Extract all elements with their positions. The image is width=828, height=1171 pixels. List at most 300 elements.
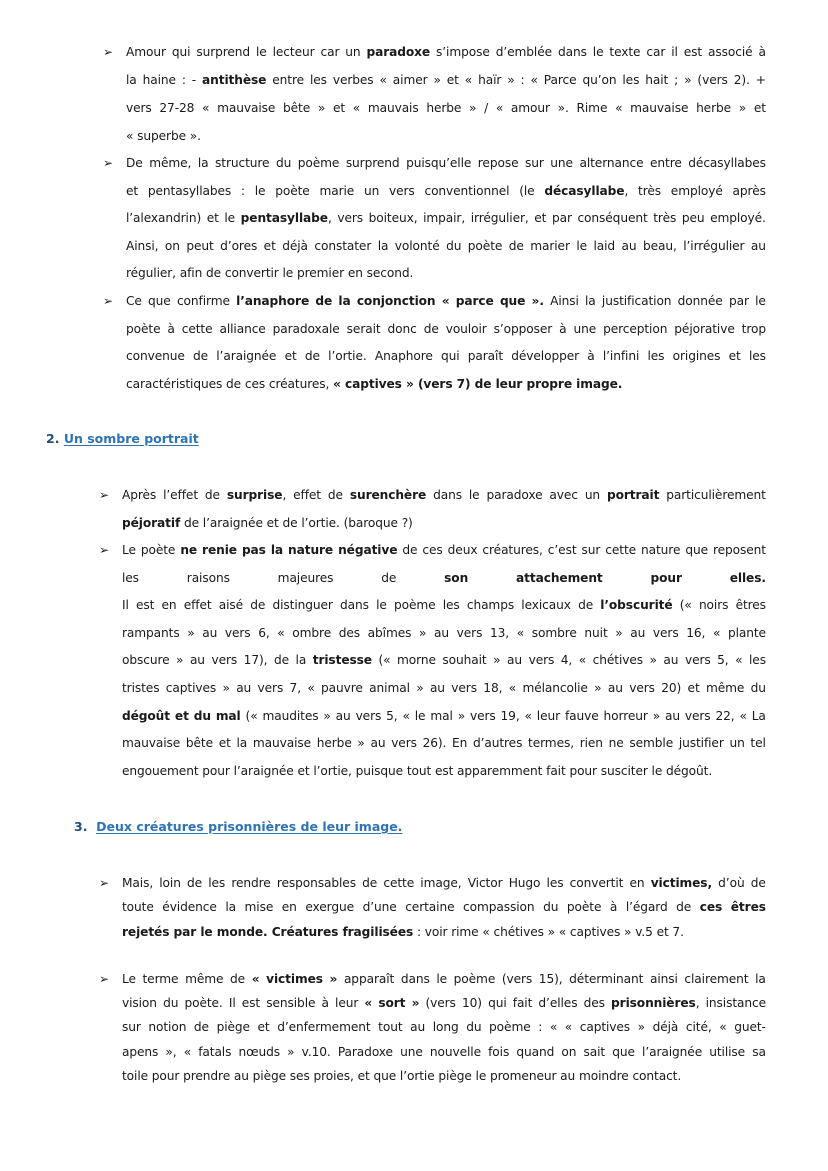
word: de: [204, 488, 220, 502]
word: négative: [338, 543, 398, 557]
text-line: « superbe ».: [126, 129, 201, 143]
word: («: [679, 598, 692, 613]
word: »: [684, 73, 692, 87]
word: de: [508, 238, 524, 253]
word: poète: [126, 321, 161, 336]
word: victimes: [266, 972, 323, 986]
word: noirs: [698, 598, 729, 613]
word: que: [499, 294, 526, 308]
word: après: [732, 183, 766, 198]
word: mauvais: [367, 101, 419, 115]
word: très: [653, 211, 677, 225]
word: et: [284, 349, 297, 364]
word: est: [241, 996, 261, 1011]
word: «: [307, 681, 315, 695]
text-line: [126, 292, 766, 310]
word: horreur: [603, 708, 648, 723]
word: nuit: [584, 625, 608, 640]
word: »: [323, 708, 331, 723]
word: péjorative: [674, 321, 735, 336]
word: à: [609, 900, 618, 915]
word: dégoût: [122, 708, 170, 723]
word: l’obscurité: [600, 598, 673, 613]
word: la: [236, 736, 248, 751]
word: cette: [181, 321, 213, 336]
word: d’où: [718, 876, 745, 890]
word: 7,: [289, 681, 301, 695]
word: mal: [430, 708, 453, 723]
word: ainsi: [649, 972, 678, 986]
word: sort: [378, 996, 406, 1011]
word: piège: [216, 1020, 250, 1035]
word: ».: [531, 294, 544, 308]
word: les: [442, 598, 460, 613]
word: donc: [387, 321, 417, 336]
word: »: [493, 653, 501, 668]
word: »: [287, 1044, 295, 1059]
word: origines: [672, 349, 721, 364]
word: d’autres: [472, 736, 523, 751]
word: une: [573, 321, 597, 336]
word: poème: [489, 1020, 531, 1035]
section2-heading: [46, 430, 199, 448]
word: attachement: [516, 570, 603, 585]
word: qui: [488, 996, 507, 1011]
word: pentasyllabes: [147, 183, 232, 198]
word: la: [377, 238, 389, 253]
word: 5,: [717, 653, 729, 668]
word: est: [135, 598, 155, 613]
word: morne: [397, 653, 436, 668]
word: ces: [422, 543, 443, 557]
word: poète: [566, 900, 602, 915]
word: :: [181, 73, 186, 87]
word: paraît: [467, 349, 504, 364]
word: vers: [684, 708, 711, 723]
word: laid: [593, 238, 616, 253]
word: quand: [516, 1044, 555, 1059]
word: pauvre: [321, 681, 363, 695]
word: le: [468, 488, 480, 502]
word: -: [191, 73, 197, 87]
word: «: [202, 101, 210, 115]
text-line: [122, 541, 766, 559]
word: animal: [369, 681, 410, 695]
word: puisqu’elle: [406, 156, 472, 170]
word: du: [750, 681, 766, 695]
word: mise: [244, 900, 274, 915]
word: »: [411, 996, 420, 1011]
word: du: [193, 708, 211, 723]
word: perception: [603, 321, 668, 336]
word: mélancolie: [522, 681, 588, 695]
word: justification: [601, 294, 672, 308]
word: (le: [519, 183, 535, 198]
word: terme: [142, 972, 179, 986]
word: mauvaise: [122, 736, 181, 751]
word: son: [444, 570, 469, 585]
word: et: [263, 238, 276, 253]
word: parce: [455, 294, 494, 308]
word: le: [224, 211, 236, 225]
word: rien: [579, 736, 603, 751]
word: les: [546, 876, 564, 890]
section3-title: Deux créatures prisonnières de leur image.: [96, 819, 403, 834]
word: conjonction: [356, 294, 436, 308]
word: »: [507, 73, 515, 87]
word: Le: [122, 543, 136, 557]
text-line: [126, 347, 766, 365]
word: 16,: [686, 625, 706, 640]
word: la: [755, 972, 766, 986]
word: d’une: [362, 900, 397, 915]
word: d’elles: [538, 996, 578, 1011]
word: s’opposer: [493, 321, 553, 336]
word: le: [755, 294, 766, 308]
word: les: [208, 876, 226, 890]
word: au: [607, 681, 623, 695]
word: surprise,: [226, 488, 287, 502]
text-line: [126, 99, 766, 117]
word: l’effet: [163, 488, 198, 502]
word: mauvaise: [252, 736, 312, 751]
word: sensible: [266, 996, 316, 1011]
word: avec: [549, 488, 578, 502]
word: «: [719, 1020, 727, 1035]
word: cette: [383, 876, 415, 890]
word: et: [218, 736, 231, 751]
word: est: [683, 45, 703, 59]
word: constater: [314, 238, 372, 253]
word: l’infini: [602, 349, 640, 364]
word: certaine: [405, 900, 455, 915]
arrowhead-bullet-icon: ➢: [103, 45, 114, 59]
word: justifier: [678, 736, 724, 751]
word: vers: [684, 653, 711, 668]
word: rendre: [231, 876, 271, 890]
word: par: [551, 211, 572, 225]
word: »: [637, 1020, 646, 1035]
word: au: [664, 708, 680, 723]
word: Anaphore: [374, 349, 433, 364]
word: un: [584, 488, 601, 502]
word: abîmes: [367, 625, 412, 640]
word: des: [338, 625, 361, 640]
text-line: [122, 707, 766, 725]
word: déjà: [652, 1020, 679, 1035]
text-line: [126, 182, 766, 200]
word: en: [281, 900, 297, 915]
word: «: [564, 1020, 573, 1035]
word: »: [738, 101, 747, 115]
word: d’emblée: [495, 45, 553, 59]
word: et: [257, 1020, 270, 1035]
word: alliance: [219, 321, 266, 336]
word: cité,: [685, 1020, 712, 1035]
word: «: [615, 101, 623, 115]
word: la: [270, 543, 284, 557]
word: loin: [159, 876, 181, 890]
word: que: [685, 543, 709, 557]
word: s’impose: [436, 45, 490, 59]
word: au: [189, 653, 205, 668]
word: Après: [122, 488, 157, 502]
word: »: [469, 101, 477, 115]
word: 27-28: [159, 101, 195, 115]
word: à: [587, 349, 595, 364]
word: poème: [393, 598, 436, 613]
word: prisonnières,: [611, 996, 700, 1011]
word: à: [559, 321, 567, 336]
word: irrégulier,: [470, 211, 529, 225]
word: vers: [391, 736, 417, 751]
word: un: [363, 183, 380, 198]
word: décasyllabes: [688, 156, 766, 170]
arrowhead-bullet-icon: ➢: [103, 156, 114, 170]
word: 26).: [422, 736, 447, 751]
word: du: [543, 900, 559, 915]
word: à: [167, 321, 175, 336]
arrowhead-bullet-icon: ➢: [99, 972, 110, 986]
word: mauvaise: [630, 101, 689, 115]
word: vers: [528, 653, 555, 668]
word: lexicaux: [521, 598, 571, 613]
word: tout: [378, 1020, 403, 1035]
word: notion: [148, 1020, 187, 1035]
text-line: [122, 486, 766, 504]
word: poème: [297, 156, 340, 170]
text-line: régulier, afin de convertir le premier en second.: [126, 266, 414, 280]
word: raisons: [186, 570, 230, 585]
word: nouvelle: [429, 1044, 481, 1059]
word: des: [583, 996, 605, 1011]
word: dans: [433, 488, 462, 502]
word: v.10.: [301, 1044, 331, 1059]
word: le: [436, 972, 448, 986]
word: au: [663, 653, 679, 668]
word: peut: [186, 238, 214, 253]
word: «: [516, 625, 525, 640]
word: au: [507, 653, 523, 668]
word: de: [230, 972, 246, 986]
word: guet-: [734, 1020, 766, 1035]
word: Ce: [126, 294, 142, 308]
text-line: [126, 71, 766, 89]
word: »: [649, 653, 657, 668]
word: et: [753, 101, 766, 115]
word: marier: [530, 238, 570, 253]
word: De: [126, 156, 143, 170]
word: au: [236, 681, 252, 695]
word: vers: [211, 653, 238, 668]
word: herbe: [696, 101, 732, 115]
word: on: [561, 1044, 577, 1059]
arrowhead-bullet-icon: ➢: [103, 294, 114, 308]
word: les: [309, 73, 327, 87]
word: »: [615, 625, 623, 640]
word: /: [484, 101, 489, 115]
word: Parce: [543, 73, 577, 87]
word: +: [755, 73, 766, 87]
word: ».: [557, 101, 569, 115]
word: d’enfermement: [277, 1020, 371, 1035]
word: créatures,: [482, 543, 543, 557]
word: vers: [257, 681, 284, 695]
text-line: caractéristiques de ces créatures, « captives » (vers 7) de leur propre image.: [126, 377, 623, 392]
word: confirme: [176, 294, 230, 308]
text-line: [122, 970, 766, 988]
word: tel: [750, 736, 766, 751]
word: »: [187, 625, 195, 640]
word: mal: [215, 708, 241, 723]
text-line: [122, 624, 766, 642]
word: le: [254, 183, 266, 198]
word: »: [416, 681, 424, 695]
word: donnée: [677, 294, 723, 308]
word: »: [457, 708, 466, 723]
text-line: [126, 320, 766, 338]
word: vers: [389, 183, 415, 198]
word: leur: [536, 708, 561, 723]
word: captives: [579, 1020, 631, 1035]
section3-heading: [74, 818, 402, 836]
word: vouloir: [445, 321, 487, 336]
word: de: [750, 876, 766, 890]
word: :: [520, 73, 525, 87]
text-line: [122, 596, 766, 614]
word: «: [712, 625, 721, 640]
word: le: [592, 45, 604, 59]
word: effet: [183, 598, 212, 613]
word: Ainsi,: [126, 238, 159, 253]
text-line: [126, 43, 766, 61]
word: herbe: [426, 101, 462, 115]
word: et: [206, 211, 219, 225]
word: «: [495, 101, 504, 115]
word: verbes: [332, 73, 374, 87]
word: serait: [346, 321, 381, 336]
word: employé: [670, 183, 723, 198]
word: insistance: [705, 996, 766, 1011]
word: et: [728, 349, 741, 364]
word: souhait: [442, 653, 487, 668]
word: poète: [275, 183, 310, 198]
text-line: rejetés par le monde. Créatures fragilisées : voir rime « chétives » « captives » v.5 et 7.: [122, 924, 684, 939]
word: renie: [202, 543, 237, 557]
word: obscure: [122, 653, 170, 668]
word: La: [751, 708, 766, 723]
word: »,: [165, 1044, 177, 1059]
word: vers: [224, 625, 251, 640]
word: le: [576, 238, 588, 253]
word: une: [550, 156, 573, 170]
word: maudites: [262, 708, 319, 723]
word: «: [251, 972, 260, 986]
word: vers: [629, 681, 655, 695]
word: le: [256, 45, 267, 59]
word: entre: [272, 73, 305, 87]
word: l’ortie.: [328, 349, 367, 364]
word: qu’on: [582, 73, 617, 87]
word: haïr: [478, 73, 502, 87]
word: termes,: [528, 736, 574, 751]
text-line: [122, 569, 766, 587]
word: au: [750, 238, 766, 253]
word: beau,: [642, 238, 677, 253]
word: aisé: [218, 598, 244, 613]
word: Rime: [576, 101, 608, 115]
word: fauve: [564, 708, 599, 723]
word: et: [687, 681, 700, 695]
word: sombre: [531, 625, 577, 640]
word: 20): [661, 681, 682, 695]
word: boiteux,: [368, 211, 418, 225]
word: du: [446, 238, 462, 253]
word: au: [410, 1020, 426, 1035]
word: de: [187, 876, 203, 890]
word: »: [329, 972, 338, 986]
word: de: [193, 1020, 209, 1035]
word: déterminant: [569, 972, 644, 986]
word: à: [758, 45, 766, 59]
word: l’anaphore: [236, 294, 310, 308]
word: conventionnel: [424, 183, 510, 198]
word: deux: [447, 543, 478, 557]
text-line: [122, 874, 766, 892]
word: sa: [752, 1044, 766, 1059]
word: 19,: [500, 708, 520, 723]
word: sur: [122, 1020, 141, 1035]
word: poète.: [184, 996, 223, 1011]
word: de: [304, 349, 320, 364]
word: 18,: [483, 681, 503, 695]
word: antithèse: [202, 73, 267, 87]
word: du: [275, 156, 292, 170]
word: «: [464, 73, 473, 87]
word: en: [161, 598, 177, 613]
word: «: [352, 101, 361, 115]
word: à: [321, 996, 329, 1011]
word: impair,: [423, 211, 466, 225]
word: peu: [681, 211, 705, 225]
word: poète: [140, 543, 176, 557]
text-line: [122, 898, 766, 916]
word: utilise: [709, 1044, 746, 1059]
word: particulièrement: [666, 488, 766, 502]
word: chétives: [592, 653, 643, 668]
word: fait: [512, 996, 533, 1011]
word: ces: [699, 900, 723, 915]
section2-number: 2.: [46, 431, 60, 446]
word: herbe: [316, 736, 352, 751]
word: au: [370, 736, 386, 751]
word: de: [676, 900, 692, 915]
word: long: [432, 1020, 459, 1035]
word: de: [250, 598, 266, 613]
word: rampants: [122, 625, 180, 640]
word: vers: [355, 708, 382, 723]
arrowhead-bullet-icon: ➢: [99, 876, 110, 890]
word: êtres: [735, 598, 766, 613]
word: vers: [451, 681, 477, 695]
word: surprend: [345, 156, 400, 170]
word: leur: [335, 996, 359, 1011]
word: vers: [337, 211, 364, 225]
word: trop: [741, 321, 766, 336]
word: il: [671, 45, 678, 59]
word: «: [578, 653, 587, 668]
word: la: [295, 653, 307, 668]
